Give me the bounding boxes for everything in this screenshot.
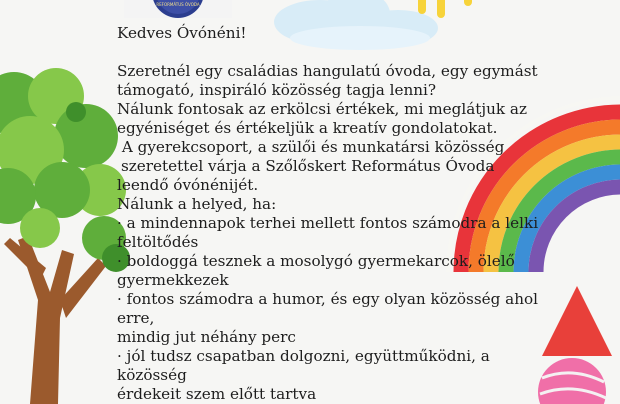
letter-text [117,24,547,404]
values-line: Nálunk fontosak az erkölcsi értékek, mi meglátjuk az [117,100,527,118]
ball-icon [538,358,606,404]
kindergarten-logo [124,0,232,18]
bullet-line: feltöltődés [117,233,199,251]
greeting: Kedves Óvónéni! [117,24,247,42]
community-line: leendő óvónénijét. [117,176,259,194]
values-line: egyéniséget és értékeljük a kreatív gondolatokat. [117,119,498,137]
place-intro: Nálunk a helyed, ha: [117,195,277,213]
bullet-line: · jól tudsz csapatban dolgozni, együttműködni, a közösség [117,347,490,384]
triangle-icon [542,286,612,356]
community-line: A gyerekcsoport, a szülői és munkatársi közösség [117,138,505,156]
bullet-line: érdekeit szem előtt tartva [117,385,317,403]
bullet-line: · fontos számodra a humor, és egy olyan közösség ahol erre, [117,290,538,327]
bullet-line: mindig jut néhány perc [117,328,296,346]
bullet-line: · a mindennapok terhei mellett fontos számodra a lelki [117,214,539,232]
community-line: szeretettel várja a Szőlőskert Református Óvoda [121,157,495,175]
intro-line: Szeretnél egy családias hangulatú óvoda, egy egymást [117,62,538,80]
logo-text: REFORMÁTUS ÓVODA [156,2,200,7]
bullet-line: gyermekkezek [117,271,229,289]
bullet-line: · boldoggá tesznek a mosolygó gyermekarcok, ölelő [117,252,515,270]
intro-line: támogató, inspiráló közösség tagja lenni? [117,81,437,99]
tree-icon [0,68,130,404]
